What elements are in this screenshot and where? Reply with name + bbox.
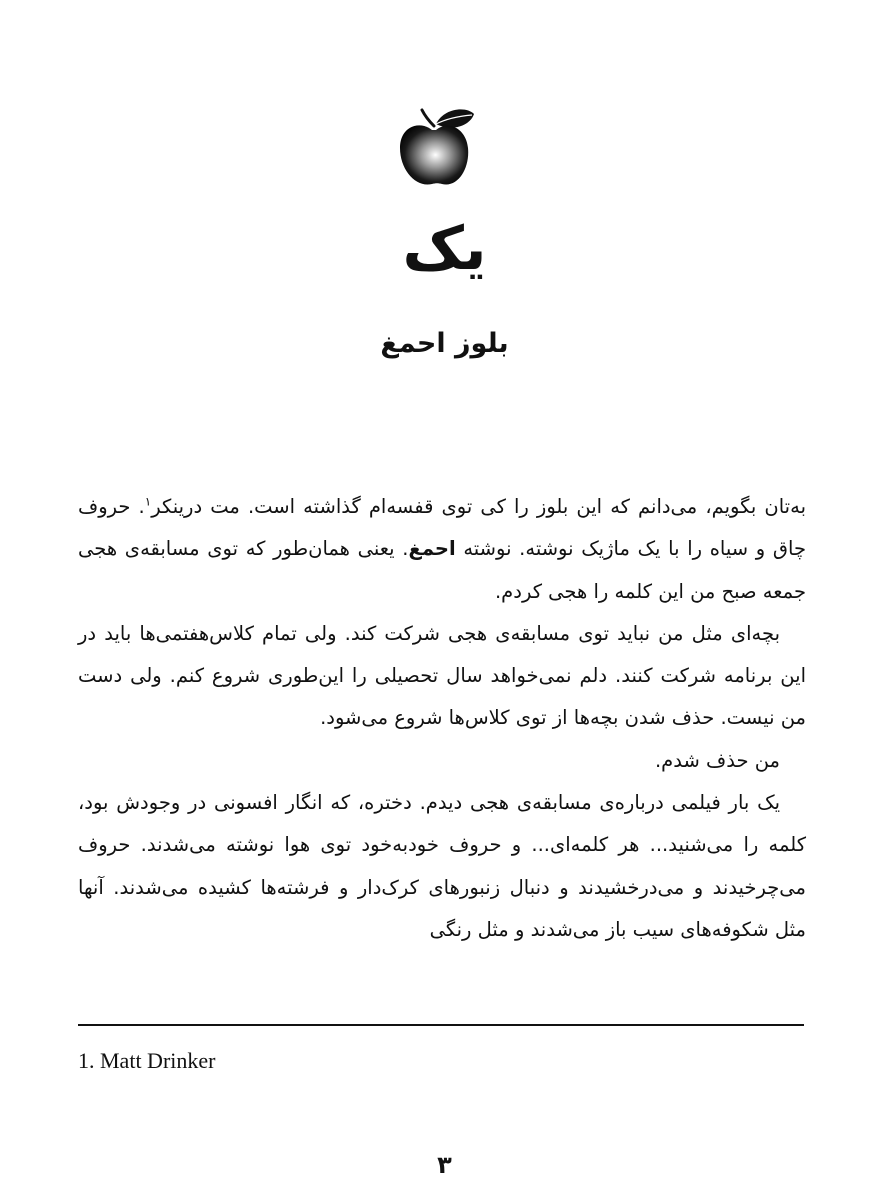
paragraph <box>78 486 806 613</box>
paragraph: من حذف شدم. <box>654 748 780 772</box>
paragraph: بچه‌ای مثل من نباید توی مسابقه‌ی هجی شرکت کند. ولی تمام کلاس‌هفتمی‌ها باید در این برنامه شرکت کنند. دلم نمی‌خواهد سال تحصیلی را این‌طوری شروع کنم. ولی دست من نیست. حذف شدن بچه‌ها از توی کلاس‌ها شروع می‌شود. <box>78 621 806 730</box>
chapter-title: بلوز احمغ <box>380 328 509 359</box>
footnote: 1. Matt Drinker <box>78 1048 216 1073</box>
page-number: ۳ <box>437 1151 452 1179</box>
footnote-divider <box>78 1024 804 1026</box>
bold-word: احمغ <box>408 537 456 561</box>
footnote-marker: ۱ <box>144 494 152 509</box>
body-text <box>78 486 806 951</box>
apple-icon <box>396 104 476 192</box>
paragraph: یک بار فیلمی درباره‌ی مسابقه‌ی هجی دیدم. دختره، که انگار افسونی در وجودش بود، کلمه را می‌شنید... هر کلمه‌ای... و حروف خودبه‌خود توی هوا نوشته می‌شدند. حروف می‌چرخیدند و می‌درخشیدند و دنبال زنبورهای کرک‌دار و فرشته‌ها کشیده می‌شدند. آنها مثل شکوفه‌های سیب باز می‌شدند و مثل رنگی <box>78 791 806 941</box>
paragraph-text: . حروف چاق و سیاه را با یک ماژیک نوشته. نوشته <box>78 495 806 561</box>
paragraph-text: به‌تان بگویم، می‌دانم که این بلوز را کی توی قفسه‌ام گذاشته است. مت درینکر <box>151 495 806 518</box>
chapter-number: یک <box>402 214 487 284</box>
paragraph-text: . یعنی همان‌طور که توی مسابقه‌ی هجی جمعه صبح من این کلمه را هجی کردم. <box>78 537 806 603</box>
